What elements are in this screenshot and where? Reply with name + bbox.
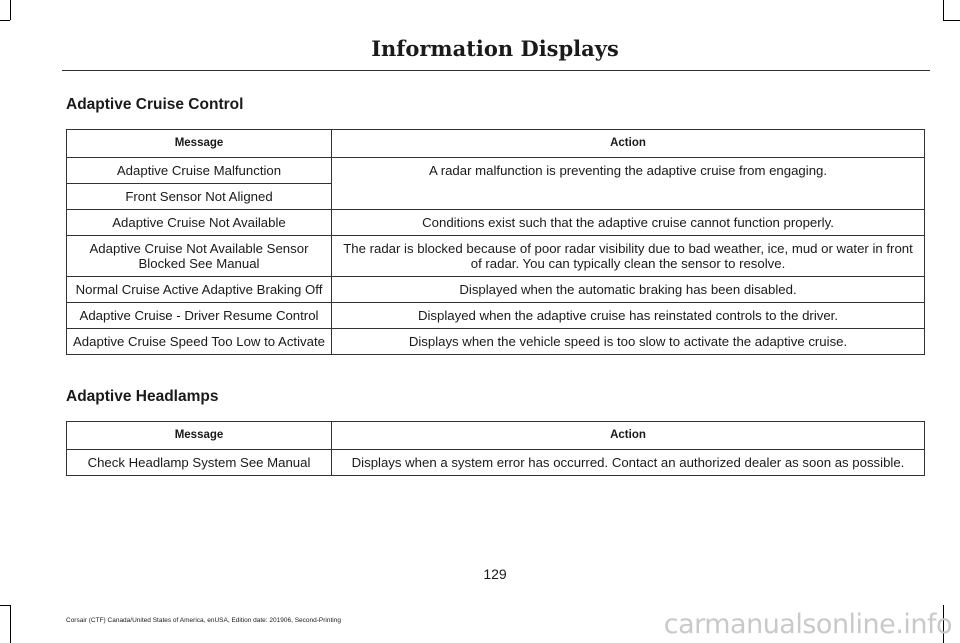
column-header-message: Message — [67, 422, 332, 450]
page-title: Information Displays — [371, 36, 619, 61]
message-cell: Normal Cruise Active Adaptive Braking Off — [67, 277, 332, 303]
adaptive-headlamps-table — [66, 421, 925, 476]
message-cell: Adaptive Cruise Not Available — [67, 210, 332, 236]
crop-mark — [10, 0, 11, 20]
watermark: carmanualsonline.info — [663, 609, 952, 640]
column-header-message: Message — [67, 130, 332, 158]
action-cell: Conditions exist such that the adaptive cruise cannot function properly. — [332, 210, 925, 236]
table-row — [67, 329, 925, 355]
page-number: 129 — [483, 566, 507, 582]
table-header-row — [67, 422, 925, 450]
edition-footer: Corsair (CTF) Canada/United States of America, enUSA, Edition date: 201906, Second-Printing — [66, 617, 341, 624]
action-cell: Displayed when the adaptive cruise has reinstated controls to the driver. — [332, 303, 925, 329]
action-cell: The radar is blocked because of poor radar visibility due to bad weather, ice, mud or water in front of radar. You can typically clean the sensor to resolve. — [332, 236, 925, 277]
crop-mark — [10, 605, 11, 643]
message-cell: Adaptive Cruise Speed Too Low to Activate — [67, 329, 332, 355]
table-row — [67, 210, 925, 236]
table-row — [67, 450, 925, 476]
action-cell: A radar malfunction is preventing the adaptive cruise from engaging. — [332, 158, 925, 210]
action-cell: Displays when a system error has occurred. Contact an authorized dealer as soon as possible. — [332, 450, 925, 476]
message-cell: Adaptive Cruise - Driver Resume Control — [67, 303, 332, 329]
crop-mark — [943, 20, 960, 21]
message-cell: Adaptive Cruise Malfunction — [67, 158, 332, 184]
column-header-action: Action — [332, 422, 925, 450]
section-title-adaptive-headlamps: Adaptive Headlamps — [66, 388, 219, 405]
crop-mark — [0, 20, 10, 21]
table-row — [67, 277, 925, 303]
section-title-adaptive-cruise-control: Adaptive Cruise Control — [66, 96, 244, 113]
adaptive-cruise-table — [66, 129, 925, 355]
action-cell: Displays when the vehicle speed is too slow to activate the adaptive cruise. — [332, 329, 925, 355]
column-header-action: Action — [332, 130, 925, 158]
header-divider — [62, 70, 930, 71]
message-cell: Check Headlamp System See Manual — [67, 450, 332, 476]
message-cell: Adaptive Cruise Not Available Sensor Blocked See Manual — [67, 236, 332, 277]
table-row — [67, 236, 925, 277]
table-row — [67, 303, 925, 329]
crop-mark — [943, 0, 944, 20]
table-row — [67, 158, 925, 184]
crop-mark — [0, 605, 10, 606]
table-header-row — [67, 130, 925, 158]
message-cell: Front Sensor Not Aligned — [67, 184, 332, 210]
action-cell: Displayed when the automatic braking has been disabled. — [332, 277, 925, 303]
